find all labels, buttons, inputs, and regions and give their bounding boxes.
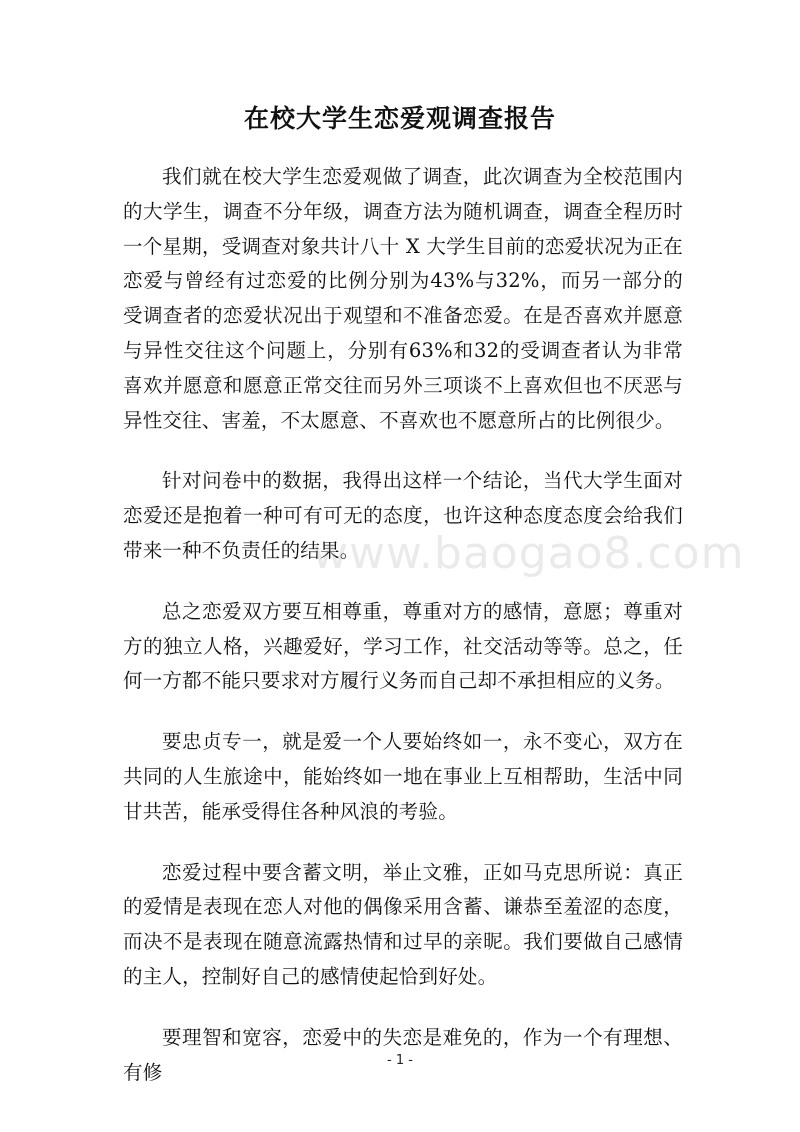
- page-number: - 1 -: [387, 1053, 413, 1068]
- paragraph-rationality: 要理智和宽容，恋爱中的失恋是难免的，作为一个有理想、有修: [123, 1025, 683, 1084]
- document-body: [123, 160, 683, 1116]
- paragraph-mutual-respect: 总之恋爱双方要互相尊重，尊重对方的感情，意愿；尊重对方的独立人格，兴趣爱好，学习工作，社交活动等等。总之，任何一方都不能只要求对方履行义务而自己却不承担相应的义务。: [123, 599, 683, 693]
- paragraph-survey-overview: 我们就在校大学生恋爱观做了调查，此次调查为全校范围内的大学生，调查不分年级，调查方法为随机调查，调查全程历时一个星期，受调查对象共计八十 X 大学生目前的恋爱状况为正在恋爱与曾经有过恋爱的比例分别为43%与32%，而另一部分的受调查者的恋爱状况出于观望和不准备恋爱。在是否喜欢并愿意与异性交往这个问题上，分别有63%和32的受调查者认为非常喜欢并愿意和愿意正常交往而另外三项谈不上喜欢但也不厌恶与异性交往、害羞，不太愿意、不喜欢也不愿意所占的比例很少。: [123, 165, 683, 432]
- document-title: 在校大学生恋爱观调查报告: [243, 104, 556, 133]
- paragraph-loyalty: 要忠贞专一，就是爱一个人要始终如一，永不变心，双方在共同的人生旅途中，能始终如一地在事业上互相帮助，生活中同甘共苦，能承受得住各种风浪的考验。: [123, 730, 683, 823]
- watermark: www.baogao8.com: [312, 528, 745, 579]
- paragraph-courtesy: 恋爱过程中要含蓄文明，举止文雅，正如马克思所说：真正的爱情是表现在恋人对他的偶像采用含蓄、谦恭至羞涩的态度，而决不是表现在随意流露热情和过早的亲昵。我们要做自己感情的主人，控制好自己的感情使起恰到好处。: [123, 860, 683, 988]
- paragraph-conclusion: 针对问卷中的数据，我得出这样一个结论，当代大学生面对恋爱还是抱着一种可有可无的态度，也许这种态度态度会给我们带来一种不负责任的结果。: [123, 469, 683, 562]
